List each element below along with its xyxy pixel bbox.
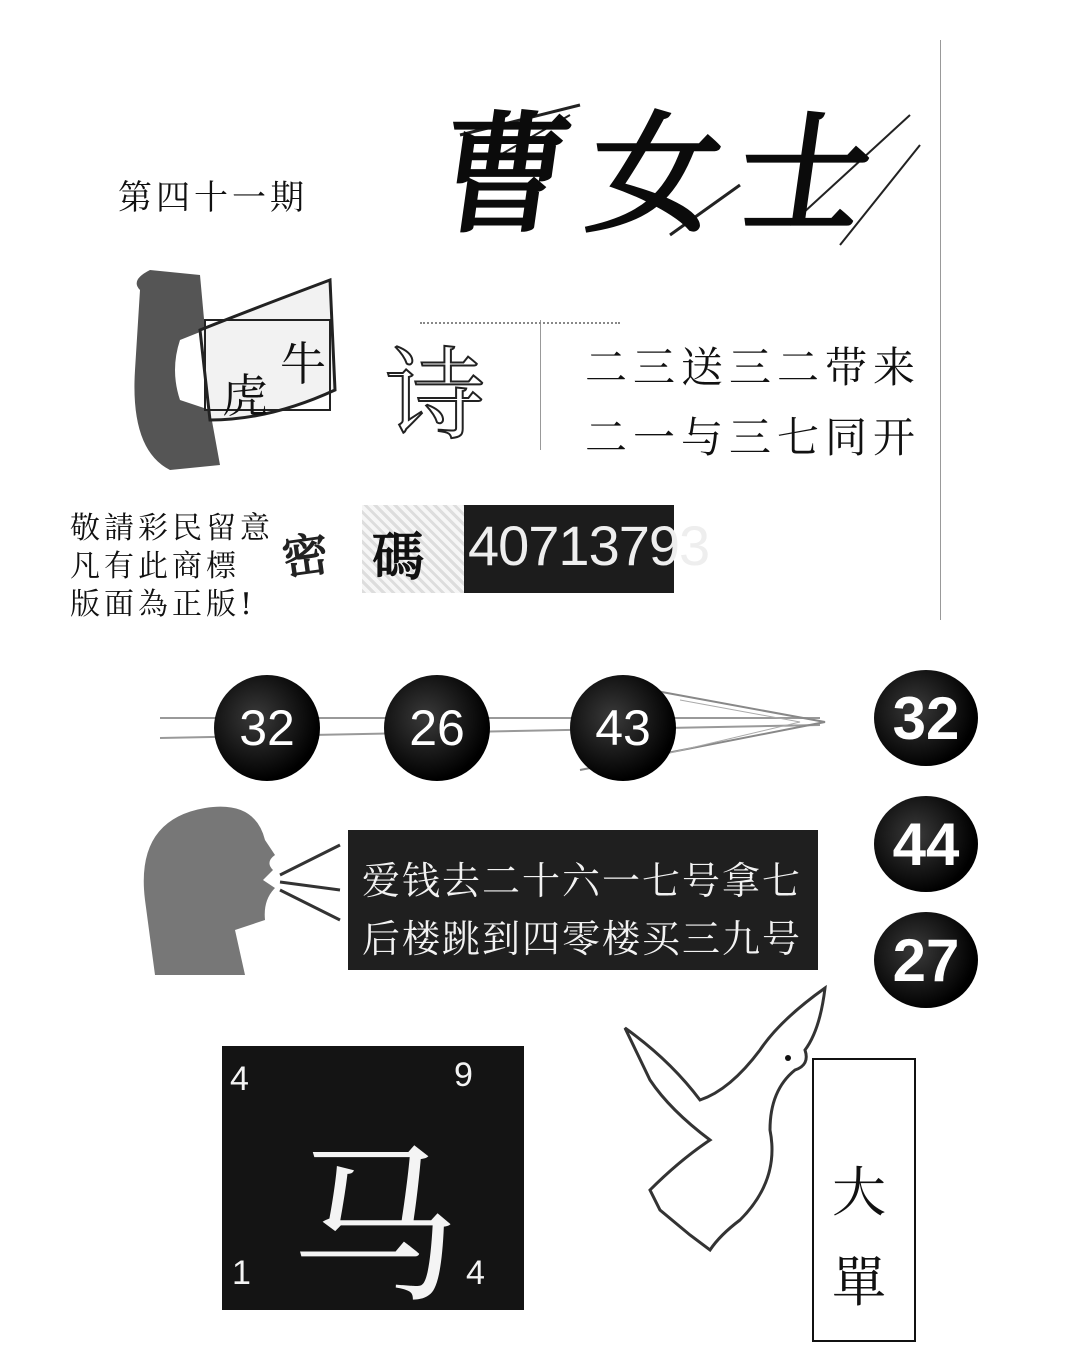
- ball-col-1: 32: [874, 670, 978, 766]
- poem-line-2: 二一与三七同开: [585, 413, 922, 462]
- speaking-head-icon: [135, 800, 345, 980]
- ball-col-3: 27: [874, 912, 978, 1008]
- horse-bottom-left: 1: [232, 1254, 251, 1292]
- message-line-2: 后楼跳到四零楼买三九号: [362, 917, 803, 961]
- ball-col-2: 44: [874, 796, 978, 892]
- message-line-1: 爱钱去二十六一七号拿七: [362, 859, 803, 903]
- single-top: 大: [832, 1161, 886, 1224]
- title-calligraphy: [429, 95, 940, 265]
- trademark-stamp: 密: [278, 526, 332, 586]
- guide-line-right: [940, 40, 941, 620]
- zodiac-ox: 牛: [280, 337, 326, 391]
- dove-icon: [620, 980, 840, 1260]
- code-label: 碼: [372, 527, 425, 588]
- poem-icon: 诗: [385, 337, 485, 454]
- code-numbers: 40713793: [468, 514, 710, 577]
- ball-row-3: 43: [570, 675, 676, 781]
- issue-number: 第四十一期: [118, 178, 308, 218]
- single-bottom: 單: [832, 1251, 886, 1314]
- zodiac-tiger: 虎: [222, 369, 268, 423]
- guide-line-mid: [540, 320, 541, 450]
- title-text: 曹女士: [429, 98, 901, 251]
- ball-row-1: 32: [214, 675, 320, 781]
- notice-line-1: 敬請彩民留意: [70, 511, 274, 546]
- ball-row-2: 26: [384, 675, 490, 781]
- phone-icon: [130, 270, 340, 470]
- horse-top-right: 9: [454, 1056, 473, 1094]
- horse-top-left: 4: [230, 1060, 249, 1098]
- poem-line-1: 二三送三二带来: [585, 343, 922, 392]
- notice-line-2: 凡有此商標: [70, 549, 240, 584]
- notice-block: [70, 510, 274, 624]
- notice-line-3: 版面為正版!: [70, 587, 257, 622]
- horse-character: 马: [290, 1129, 461, 1327]
- horse-bottom-right: 4: [466, 1254, 485, 1292]
